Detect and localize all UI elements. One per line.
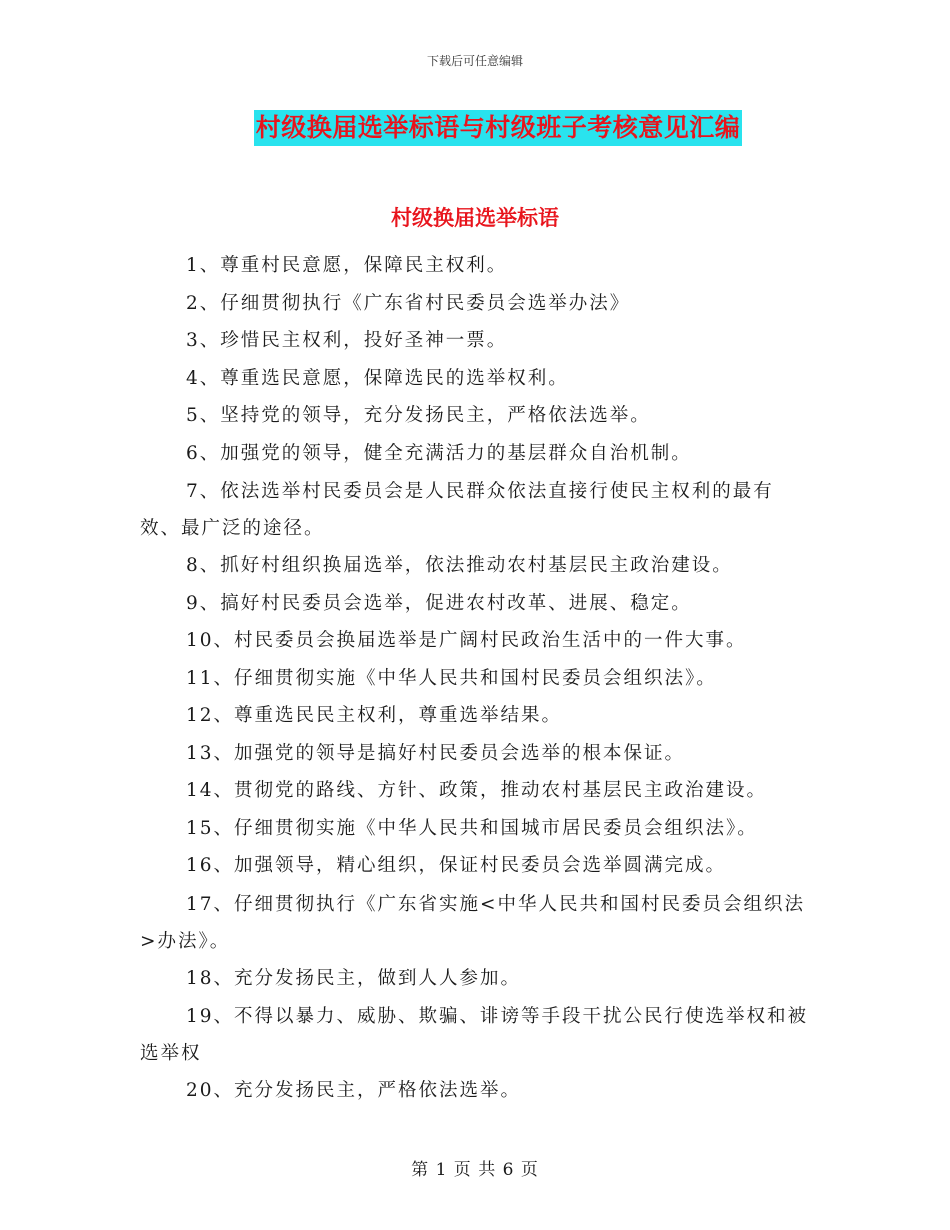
section-title: 村级换届选举标语 — [391, 205, 559, 230]
slogan-list — [140, 252, 812, 1115]
list-item: 11、仔细贯彻实施《中华人民共和国村民委员会组织法》。 — [186, 667, 717, 689]
list-item: 16、加强领导，精心组织，保证村民委员会选举圆满完成。 — [186, 855, 727, 876]
list-item: 2、仔细贯彻执行《广东省村民委员会选举办法》 — [186, 292, 631, 314]
list-item: 20、充分发扬民主，严格依法选举。 — [186, 1080, 522, 1101]
list-item: 18、充分发扬民主，做到人人参加。 — [186, 967, 522, 989]
list-item: 6、加强党的领导，健全充满活力的基层群众自治机制。 — [186, 442, 692, 464]
list-item: 1、尊重村民意愿，保障民主权利。 — [186, 255, 508, 276]
list-item: 4、尊重选民意愿，保障选民的选举权利。 — [186, 367, 569, 389]
list-item: 3、珍惜民主权利，投好圣神一票。 — [186, 330, 508, 351]
list-item: 15、仔细贯彻实施《中华人民共和国城市居民委员会组织法》。 — [186, 817, 758, 839]
list-item: 19、不得以暴力、威胁、欺骗、诽谤等手段干扰公民行使选举权和被选举权 — [140, 1006, 809, 1064]
list-item: 12、尊重选民民主权利，尊重选举结果。 — [186, 705, 563, 726]
list-item: 10、村民委员会换届选举是广阔村民政治生活中的一件大事。 — [186, 630, 747, 651]
list-item: 8、抓好村组织换届选举，依法推动农村基层民主政治建设。 — [186, 555, 733, 576]
list-item: 5、坚持党的领导，充分发扬民主，严格依法选举。 — [186, 405, 651, 426]
page-footer: 第 1 页 共 6 页 — [411, 1160, 539, 1180]
doc-title-container — [0, 110, 950, 146]
list-item: 9、搞好村民委员会选举，促进农村改革、进展、稳定。 — [186, 592, 692, 614]
list-item: 7、依法选举村民委员会是人民群众依法直接行使民主权利的最有效、最广泛的途径。 — [140, 481, 774, 539]
list-item: 17、仔细贯彻执行《广东省实施<中华人民共和国村民委员会组织法>办法》。 — [140, 893, 806, 952]
doc-title: 村级换届选举标语与村级班子考核意见汇编 — [254, 110, 743, 146]
list-item: 14、贯彻党的路线、方针、政策，推动农村基层民主政治建设。 — [186, 780, 768, 801]
list-item: 13、加强党的领导是搞好村民委员会选举的根本保证。 — [186, 742, 686, 764]
header-note: 下载后可任意编辑 — [426, 54, 523, 68]
